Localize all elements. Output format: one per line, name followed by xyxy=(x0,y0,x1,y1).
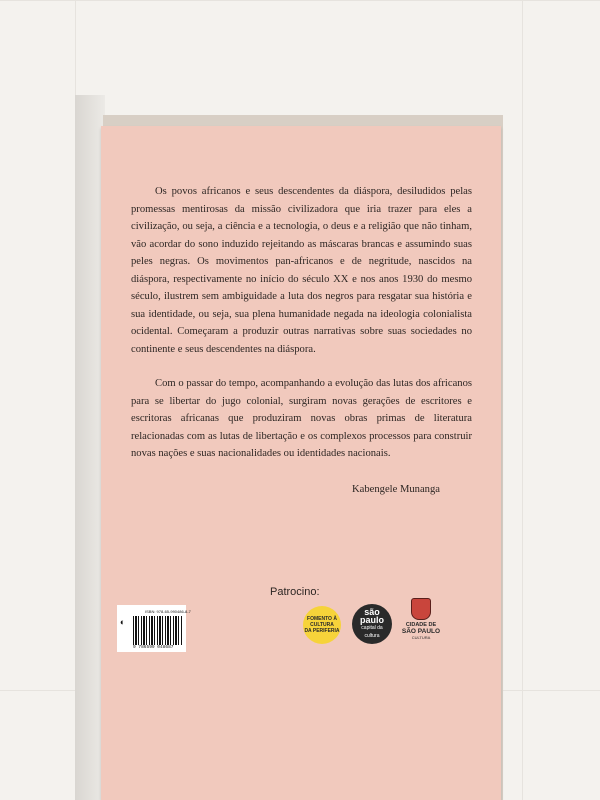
paragraph-2: Com o passar do tempo, acompanhando a evolução das lutas dos africanos para se libertar do jugo colonial, surgiram novas gerações de escritores e escritoras africanas que produziram novas obras primas de literatura relacionadas com as lutas de libertação e os complexos processos para construir novas nações e suas nacionalidades ou identidades nacionais. xyxy=(131,378,472,459)
fomento-logo-line: FOMENTO À xyxy=(307,616,337,622)
city-crest-icon xyxy=(411,598,431,620)
barcode-label xyxy=(117,605,191,652)
cidade-logo-line: SÃO PAULO xyxy=(401,628,441,635)
sp-logo-line: cultura xyxy=(364,633,380,639)
isbn-text: ISBN: 978-65-990486-8-7 xyxy=(145,609,191,614)
publisher-logo-icon: ◐ xyxy=(120,617,126,627)
back-cover-text xyxy=(131,183,472,480)
fomento-cultura-logo xyxy=(303,606,341,644)
sponsor-label: Patrocino: xyxy=(270,586,320,598)
cidade-logo-line: CULTURA xyxy=(411,635,431,640)
author-name: Kabengele Munanga xyxy=(352,484,440,495)
barcode-bars xyxy=(133,616,183,645)
sao-paulo-capital-cultura-logo xyxy=(352,604,392,644)
fomento-logo-line: DA PERIFERIA xyxy=(304,628,340,634)
ean-number: 9 786599 048687 xyxy=(133,645,174,650)
cidade-logo-line: CIDADE DE xyxy=(405,622,437,628)
fomento-logo-line: CULTURA xyxy=(310,622,334,628)
sp-logo-line: são xyxy=(364,607,380,617)
cidade-sao-paulo-logo xyxy=(398,598,444,650)
sp-logo-line: capital da xyxy=(361,625,383,631)
wall-tile-line xyxy=(522,0,523,800)
sp-logo-line: paulo xyxy=(360,615,384,625)
paragraph-1: Os povos africanos e seus descendentes da diáspora, desiludidos pelas promessas mentirosas da missão civilizadora que iria trazer para eles a civilização, ou seja, a ciência e a tecnologia, o deus e a religião que não tinham, vão acordar do sono induzido rejeitando as máscaras brancas e assumindo suas peles negras. Os movimentos pan-africanos e de negritude, nascidos na diáspora, respectivamente no início do século XX e nos anos 1930 do mesmo século, ilustrem sem ambiguidade a luta dos negros para resgatar sua história e sua identidade, ou seja, sua plena humanidade negada na ideologia colonialista ocidental. Começaram a produzir outras narrativas sobre suas sociedades no continente e seus descendentes na diáspora. xyxy=(131,186,472,355)
wall-tile-line xyxy=(0,0,600,1)
